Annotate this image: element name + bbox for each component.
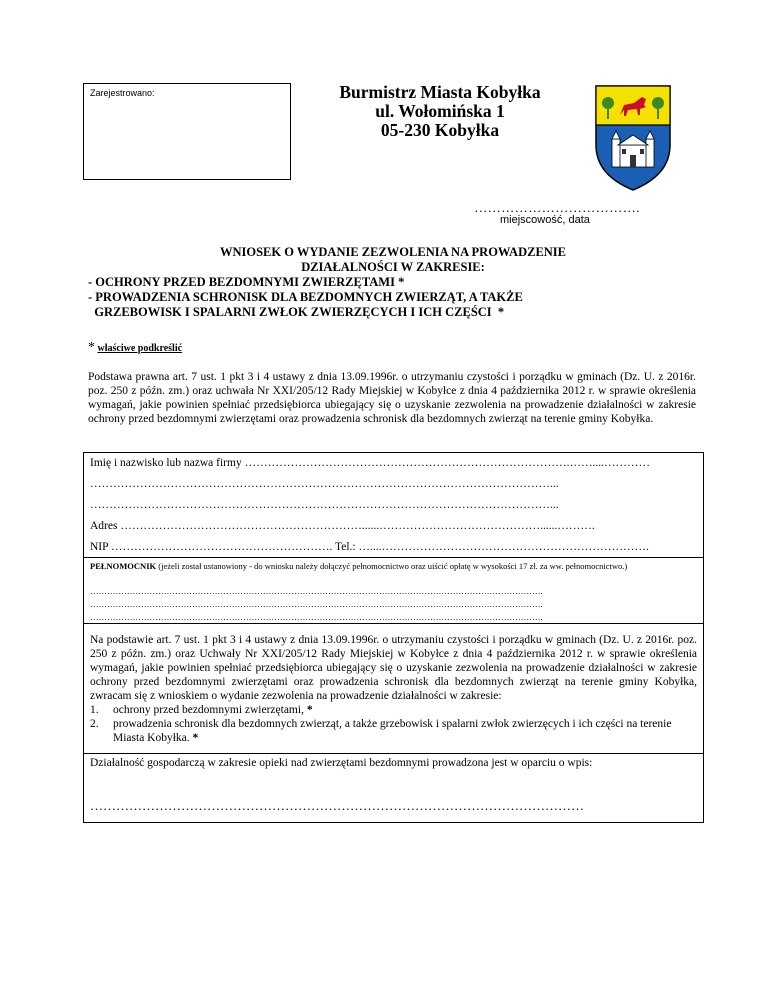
item-2 [113, 717, 697, 745]
item-2-star: * [192, 732, 199, 744]
item-2-text: prowadzenia schronisk dla bezdomnych zwierząt, a także grzebowisk i spalarni zwłok zwierzęcych i ich części na terenie Miasta Kobyłka. [113, 718, 672, 744]
item-1-star: * [306, 704, 313, 716]
divider-1 [84, 557, 703, 558]
item-2-num: 2. [90, 718, 99, 730]
nip-dots: …………………………………………………. [108, 541, 336, 553]
address-dots: ………………………………………………………......……………………………………......………. [117, 520, 595, 532]
title-line-4: - PROWADZENIA SCHRONISK DLA BEZDOMNYCH ZWIERZĄT, A TAKŻE [88, 290, 523, 304]
note-star: * [88, 340, 95, 355]
item-1-num: 1. [90, 704, 99, 716]
title-line-5: GRZEBOWISK I SPALARNI ZWŁOK ZWIERZĘCYCH I ICH CZĘŚCI * [88, 305, 505, 319]
title-line-3: - OCHRONY PRZED BEZDOMNYMI ZWIERZĘTAMI * [88, 275, 405, 289]
application-title [88, 245, 698, 320]
proxy-section [90, 561, 697, 572]
underline-note [88, 340, 182, 356]
office-name: Burmistrz Miasta Kobyłka [339, 82, 541, 102]
tel-label: Tel.: [335, 541, 356, 553]
proxy-label: PEŁNOMOCNIK [90, 561, 157, 571]
proxy-note: (jeżeli został ustanowiony - do wniosku należy dołączyć pełnomocnictwo oraz uiścić opłatę w wysokości 17 zł. za ww. pełnomocnictwo.) [156, 561, 628, 571]
tel-dots: …....……………………………………………………………. [355, 541, 649, 553]
divider-3 [84, 753, 703, 754]
activity-text: Działalność gospodarczą w zakresie opieki nad zwierzętami bezdomnymi prowadzona jest w oparciu o wpis: [90, 757, 593, 769]
divider-2 [84, 623, 703, 624]
office-address [300, 83, 580, 140]
registration-box [83, 83, 291, 180]
proxy-line-3[interactable]: ……………………………………………………………………………………………………………………………………………. [90, 612, 543, 622]
name-dots: ………………………………………………………………………….……....………… [241, 457, 650, 469]
office-street: ul. Wołomińska 1 [375, 101, 505, 121]
name-line-3[interactable]: …………………………………………………………………………………………………………... [90, 499, 559, 511]
note-text: właściwe podkreślić [97, 343, 183, 354]
nip-label: NIP [90, 541, 109, 553]
name-label: Imię i nazwisko lub nazwa firmy [90, 457, 242, 469]
proxy-line-1[interactable]: ……………………………………………………………………………………………………………………………………………. [90, 586, 543, 596]
address-label: Adres [90, 520, 118, 532]
proxy-line-2[interactable]: ……………………………………………………………………………………………………………………………………………. [90, 599, 543, 609]
nip-tel-row[interactable] [90, 541, 697, 554]
date-label: miejscowość, data [500, 214, 590, 226]
office-postal: 05-230 Kobyłka [380, 120, 500, 140]
item-1 [113, 703, 697, 717]
address-field[interactable] [90, 520, 697, 533]
city-crest-icon [588, 83, 678, 193]
request-text: Na podstawie art. 7 ust. 1 pkt 3 i 4 ustawy z dnia 13.09.1996r. o utrzymaniu czystości i porządku w gminach (Dz. U. z 2016r. poz. 250 z późn. zm.) oraz Uchwały Nr XXI/205/12 Rady Miejskiej w Kobyłce z dnia 4 października 2012 r. w sprawie określenia wymagań, jakie powinien spełniać przedsiębiorca ubiegający się o uzyskanie zezwolenia na prowadzenie działalności w zakresie ochrony przed bezdomnymi zwierzętami oraz prowadzenia schronisk dla bezdomnych zwierząt na terenie gminy Kobyłka, zwracam się z wnioskiem o wydanie zezwolenia na prowadzenie działalności w zakresie: [90, 634, 697, 702]
application-form [83, 452, 704, 823]
item-1-text: ochrony przed bezdomnymi zwierzętami, [113, 704, 307, 716]
legal-basis: Podstawa prawna art. 7 ust. 1 pkt 3 i 4 ustawy z dnia 13.09.1996r. o utrzymaniu czystości i porządku w gminach (Dz. U. z 2016r. poz. 250 z późn. zm.) oraz uchwała Nr XXI/205/12 Rady Miejskiej w Kobyłce z dnia 4 października 2012 r. w sprawie określenia wymagań, jakie powinien spełniać przedsiębiorca ubiegający się o uzyskanie zezwolenia na prowadzenie działalności w zakresie ochrony przed bezdomnymi zwierzętami oraz prowadzenia schronisk dla bezdomnych zwierząt na terenie gminy Kobyłka. [88, 371, 696, 425]
title-line-2: DZIAŁALNOŚCI W ZAKRESIE: [301, 260, 485, 274]
date-dots: ………………………………. [474, 200, 640, 215]
title-line-1: WNIOSEK O WYDANIE ZEZWOLENIA NA PROWADZENIE [219, 245, 567, 259]
name-line-2[interactable]: …………………………………………………………………………………………………………... [90, 478, 559, 490]
name-field[interactable] [90, 457, 697, 470]
registration-label: Zarejestrowano: [90, 88, 155, 98]
activity-dots[interactable]: …………………………………………………………………………………………………… [90, 799, 584, 813]
